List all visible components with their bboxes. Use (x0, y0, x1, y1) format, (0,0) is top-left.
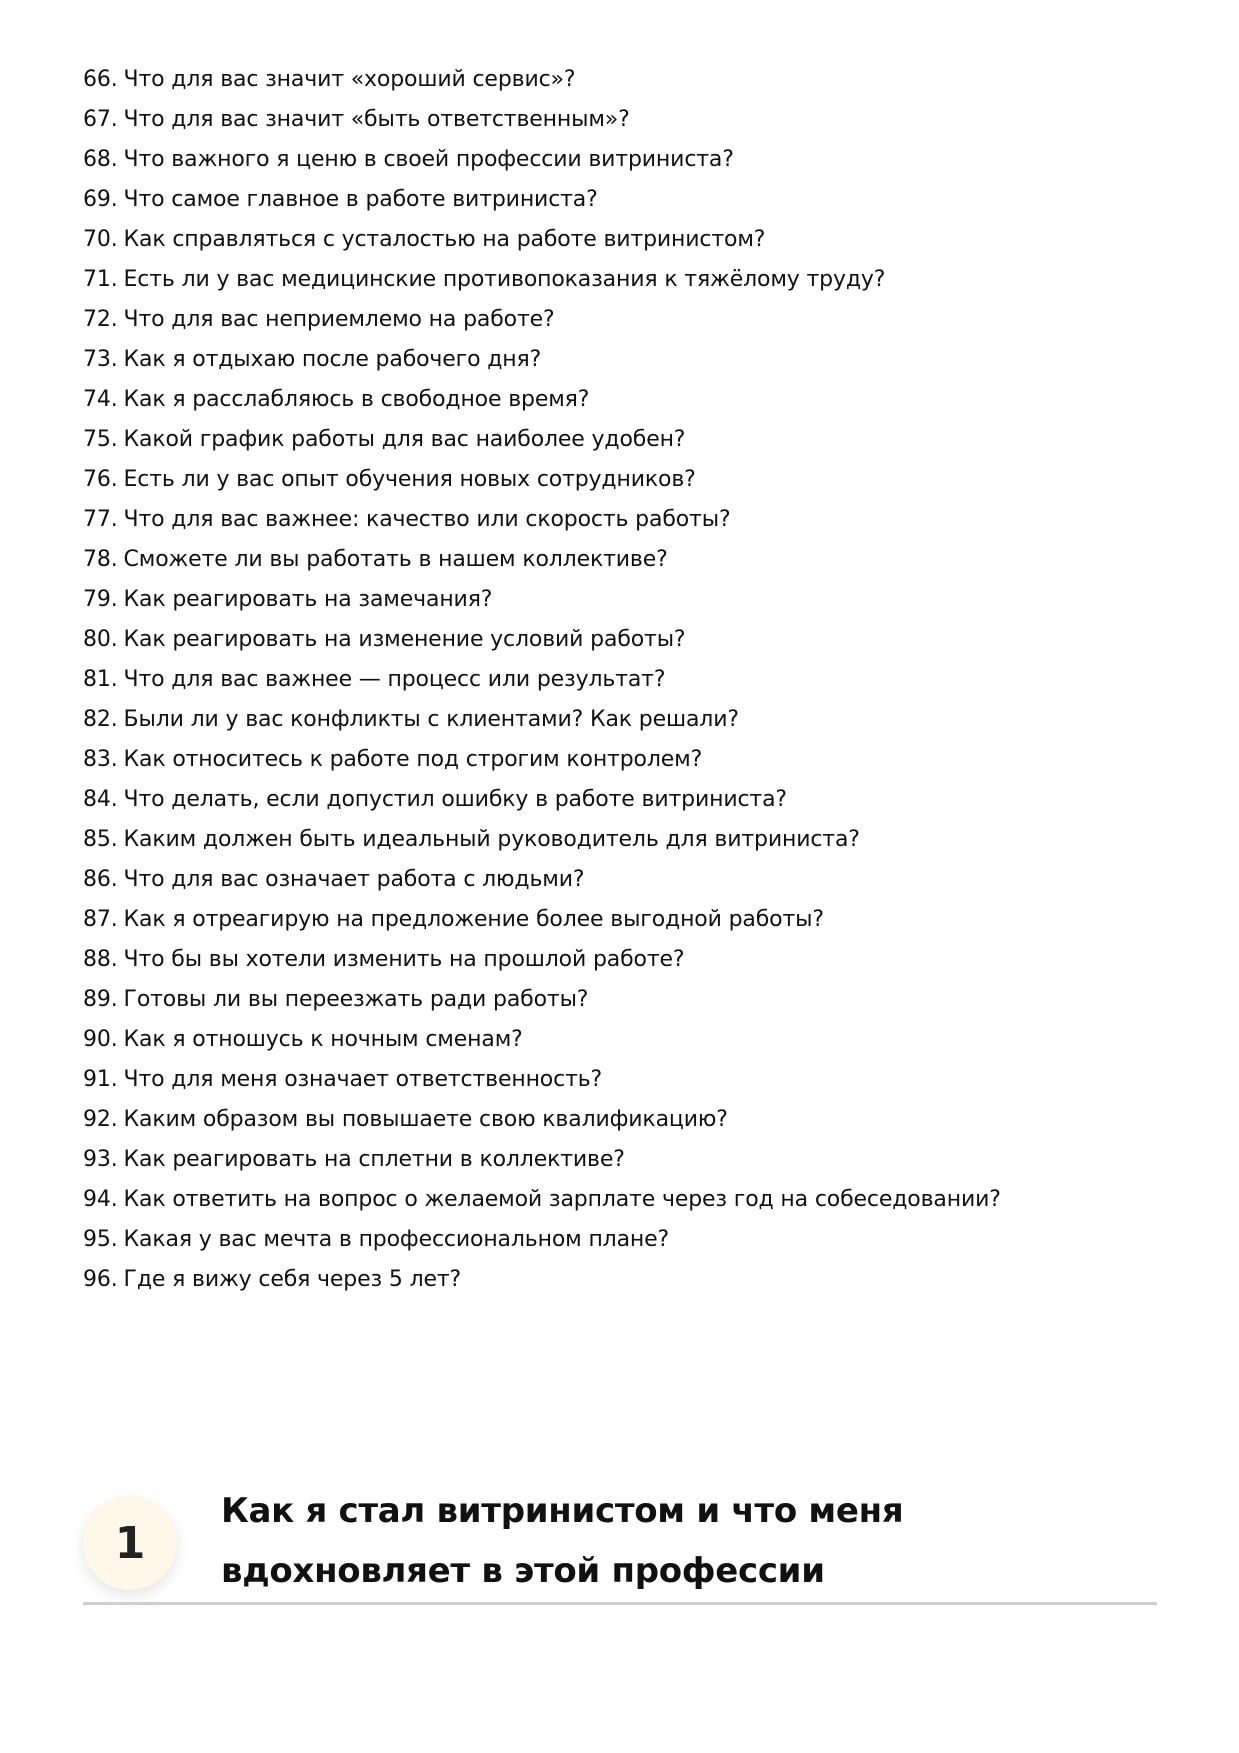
question-item (83, 460, 1001, 500)
question-text: Как я отдыхаю после рабочего дня? (123, 347, 542, 372)
question-text: Какой график работы для вас наиболее удобен? (123, 427, 686, 452)
question-number: 67. (83, 107, 118, 132)
question-item (83, 700, 1001, 740)
question-number: 89. (83, 987, 118, 1012)
question-number: 84. (83, 787, 118, 812)
question-text: Каким образом вы повышаете свою квалификацию? (123, 1107, 728, 1132)
question-text: Сможете ли вы работать в нашем коллективе? (123, 547, 668, 572)
question-item (83, 740, 1001, 780)
question-item (83, 660, 1001, 700)
question-item (83, 220, 1001, 260)
question-number: 76. (83, 467, 118, 492)
question-number: 77. (83, 507, 118, 532)
question-number: 70. (83, 227, 118, 252)
question-item (83, 1220, 1001, 1260)
section-number-badge: 1 (83, 1496, 177, 1590)
question-text: Есть ли у вас опыт обучения новых сотрудников? (123, 467, 696, 492)
question-text: Что для вас означает работа с людьми? (123, 867, 585, 892)
question-list (83, 60, 1001, 1300)
question-text: Что бы вы хотели изменить на прошлой работе? (123, 947, 685, 972)
question-text: Были ли у вас конфликты с клиентами? Как решали? (123, 707, 739, 732)
question-item (83, 620, 1001, 660)
question-number: 96. (83, 1267, 118, 1292)
question-text: Какая у вас мечта в профессиональном плане? (123, 1227, 670, 1252)
question-number: 87. (83, 907, 118, 932)
question-number: 94. (83, 1187, 118, 1212)
question-item (83, 420, 1001, 460)
question-number: 74. (83, 387, 118, 412)
question-text: Как справляться с усталостью на работе витринистом? (123, 227, 766, 252)
question-item (83, 1020, 1001, 1060)
question-text: Как относитесь к работе под строгим контролем? (123, 747, 703, 772)
question-text: Что для меня означает ответственность? (123, 1067, 603, 1092)
question-item (83, 300, 1001, 340)
question-text: Где я вижу себя через 5 лет? (123, 1267, 462, 1292)
question-item (83, 140, 1001, 180)
question-number: 71. (83, 267, 118, 292)
question-number: 72. (83, 307, 118, 332)
question-text: Как реагировать на сплетни в коллективе? (123, 1147, 625, 1172)
question-item (83, 540, 1001, 580)
question-text: Что для вас важнее — процесс или результат? (123, 667, 666, 692)
question-number: 90. (83, 1027, 118, 1052)
question-item (83, 500, 1001, 540)
question-number: 75. (83, 427, 118, 452)
question-item (83, 180, 1001, 220)
question-number: 66. (83, 67, 118, 92)
question-text: Что для вас неприемлемо на работе? (123, 307, 555, 332)
section-title: Как я стал витринистом и что меня вдохновляет в этой профессии (221, 1491, 904, 1591)
question-number: 69. (83, 187, 118, 212)
question-item (83, 1260, 1001, 1300)
question-text: Что важного я ценю в своей профессии витриниста? (123, 147, 734, 172)
question-text: Как я отношусь к ночным сменам? (123, 1027, 523, 1052)
question-text: Что для вас важнее: качество или скорость работы? (123, 507, 731, 532)
question-item (83, 820, 1001, 860)
question-text: Что делать, если допустил ошибку в работе витриниста? (123, 787, 787, 812)
question-text: Что самое главное в работе витриниста? (123, 187, 598, 212)
question-text: Как я расслабляюсь в свободное время? (123, 387, 590, 412)
question-text: Что для вас значит «хороший сервис»? (123, 67, 576, 92)
question-number: 95. (83, 1227, 118, 1252)
question-item (83, 980, 1001, 1020)
question-text: Что для вас значит «быть ответственным»? (123, 107, 630, 132)
question-number: 88. (83, 947, 118, 972)
question-text: Как ответить на вопрос о желаемой зарплате через год на собеседовании? (123, 1187, 1001, 1212)
question-number: 80. (83, 627, 118, 652)
question-item (83, 1140, 1001, 1180)
question-text: Как реагировать на замечания? (123, 587, 493, 612)
question-text: Как я отреагирую на предложение более выгодной работы? (123, 907, 824, 932)
question-text: Как реагировать на изменение условий работы? (123, 627, 686, 652)
question-number: 68. (83, 147, 118, 172)
section-divider (83, 1602, 1157, 1605)
question-item (83, 780, 1001, 820)
question-number: 78. (83, 547, 118, 572)
question-item (83, 900, 1001, 940)
question-item (83, 580, 1001, 620)
question-number: 91. (83, 1067, 118, 1092)
question-item (83, 60, 1001, 100)
question-number: 93. (83, 1147, 118, 1172)
question-item (83, 860, 1001, 900)
question-text: Есть ли у вас медицинские противопоказания к тяжёлому труду? (123, 267, 886, 292)
question-number: 81. (83, 667, 118, 692)
question-item (83, 1100, 1001, 1140)
question-number: 86. (83, 867, 118, 892)
question-text: Готовы ли вы переезжать ради работы? (123, 987, 589, 1012)
question-item (83, 1060, 1001, 1100)
question-number: 85. (83, 827, 118, 852)
question-number: 73. (83, 347, 118, 372)
question-text: Каким должен быть идеальный руководитель для витриниста? (123, 827, 860, 852)
question-number: 83. (83, 747, 118, 772)
question-item (83, 1180, 1001, 1220)
question-item (83, 380, 1001, 420)
question-item (83, 100, 1001, 140)
question-item (83, 940, 1001, 980)
question-number: 79. (83, 587, 118, 612)
question-item (83, 260, 1001, 300)
question-number: 82. (83, 707, 118, 732)
question-item (83, 340, 1001, 380)
question-number: 92. (83, 1107, 118, 1132)
